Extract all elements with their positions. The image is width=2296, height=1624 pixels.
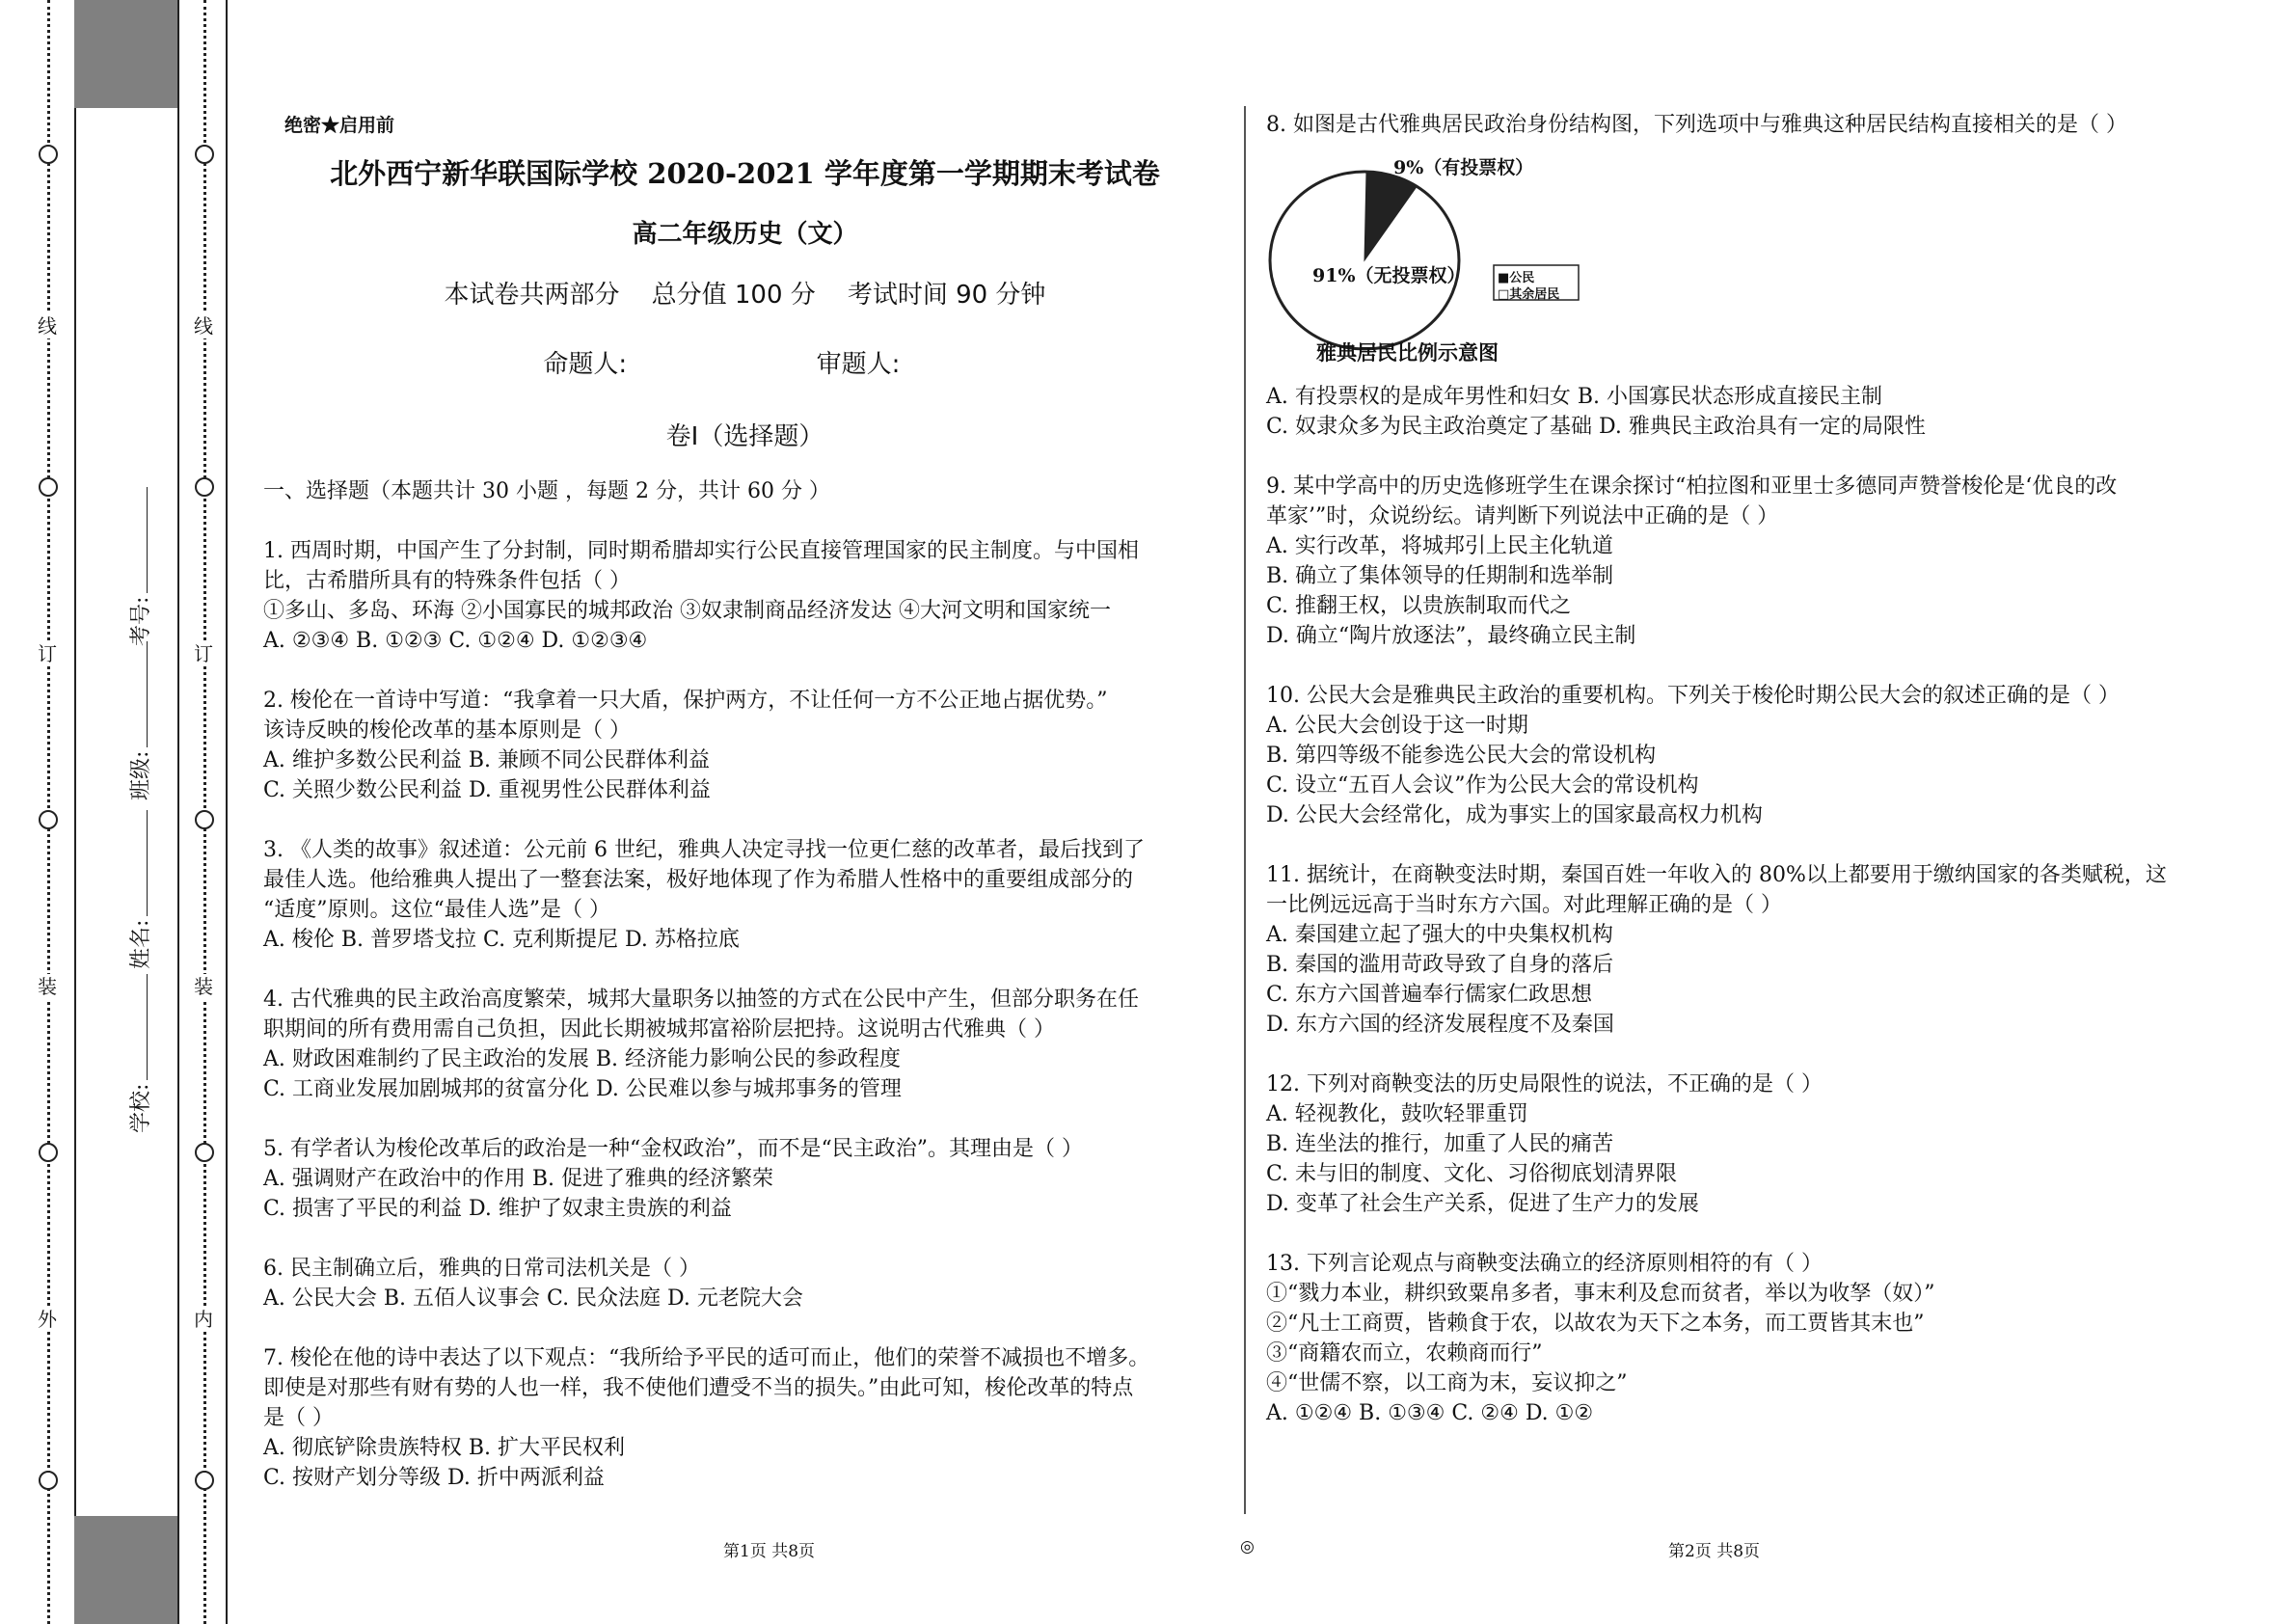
question-block bbox=[263, 985, 1149, 1104]
question-line: C. 损害了平民的利益 D. 维护了奴隶主贵族的利益 bbox=[263, 1197, 732, 1221]
outer-seal-label: 线 bbox=[38, 314, 57, 338]
part-title: 卷Ⅰ（选择题） bbox=[665, 422, 824, 451]
question-block bbox=[1266, 1069, 2167, 1219]
inner-seal-label: 内 bbox=[194, 1308, 213, 1331]
question-block bbox=[1266, 382, 2167, 442]
question-line: 一比例远远高于当时东方六国。对此理解正确的是（ ） bbox=[1266, 893, 1782, 917]
field-class: 班级: bbox=[124, 637, 154, 800]
outer-seal-circle bbox=[39, 810, 58, 829]
question-gap bbox=[1266, 1219, 2167, 1249]
question-block bbox=[1266, 472, 2167, 651]
question-line: 5. 有学者认为梭伦改革后的政治是一种“金权政治”，而不是“民主政治”。其理由是（ ） bbox=[263, 1137, 1083, 1161]
question-line: ④“世儒不察，以工商为末，妄议抑之” bbox=[1266, 1371, 1628, 1395]
exam-subtitle: 高二年级历史（文） bbox=[632, 220, 858, 249]
outer-seal-circle bbox=[39, 145, 58, 164]
question-line: D. 东方六国的经济发展程度不及秦国 bbox=[1266, 1013, 1614, 1037]
setter-line bbox=[260, 344, 1229, 380]
inner-seal-circle bbox=[195, 810, 214, 829]
question-line: ③“商籍农而立，农赖商而行” bbox=[1266, 1341, 1543, 1366]
outer-seal-label: 装 bbox=[38, 975, 57, 998]
question-gap bbox=[1266, 830, 2167, 860]
question-gap bbox=[1266, 1040, 2167, 1069]
question-line: 1. 西周时期，中国产生了分封制，同时期希腊却实行公民直接管理国家的民主制度。与中国相 bbox=[263, 539, 1139, 563]
question-gap bbox=[263, 656, 1149, 686]
question-block bbox=[263, 1254, 1149, 1313]
question-line: 革家’”时，众说纷纭。请判断下列说法中正确的是（ ） bbox=[1266, 504, 1779, 528]
question-line: A. 公民大会 B. 五佰人议事会 C. 民众法庭 D. 元老院大会 bbox=[263, 1286, 803, 1311]
question-line: A. 轻视教化，鼓吹轻罪重罚 bbox=[1266, 1102, 1528, 1126]
question-line: D. 公民大会经常化，成为事实上的国家最高权力机构 bbox=[1266, 803, 1763, 827]
question-line: A. ②③④ B. ①②③ C. ①②④ D. ①②③④ bbox=[263, 629, 648, 653]
question-line: ①“戮力本业，耕织致粟帛多者，事末利及怠而贫者，举以为收孥（奴）” bbox=[1266, 1282, 1935, 1306]
question-line: B. 连坐法的推行，加重了人民的痛苦 bbox=[1266, 1132, 1614, 1156]
question-line: 即使是对那些有财有势的人也一样，我不使他们遭受不当的损失。”由此可知，梭伦改革的特点 bbox=[263, 1376, 1134, 1400]
question-line: 6. 民主制确立后，雅典的日常司法机关是（ ） bbox=[263, 1257, 700, 1281]
question-line: 7. 梭伦在他的诗中表达了以下观点：“我所给予平民的适可而止，他们的荣誉不减损也不增多。 bbox=[263, 1346, 1150, 1370]
question-block bbox=[1266, 681, 2167, 830]
setter-label: 命题人: bbox=[543, 350, 628, 379]
footer-page-left: 第1页 共8页 bbox=[723, 1542, 816, 1561]
inner-seal-label: 装 bbox=[194, 975, 213, 998]
question-line: 是（ ） bbox=[263, 1406, 334, 1430]
question-gap bbox=[263, 805, 1149, 835]
question-gap bbox=[263, 955, 1149, 985]
question-line: C. 推翻王权，以贵族制取而代之 bbox=[1266, 594, 1572, 618]
question-line: A. 公民大会创设于这一时期 bbox=[1266, 714, 1528, 738]
question-line: A. 财政困难制约了民主政治的发展 B. 经济能力影响公民的参政程度 bbox=[263, 1047, 902, 1071]
question-line: C. 按财产划分等级 D. 折中两派利益 bbox=[263, 1466, 605, 1490]
field-exam-no-blank[interactable] bbox=[147, 487, 148, 593]
field-school-blank[interactable] bbox=[147, 974, 148, 1080]
question-gap bbox=[1266, 442, 2167, 472]
gray-strip-right bbox=[177, 0, 179, 1624]
inner-seal-circle bbox=[195, 1143, 214, 1162]
exam-title: 北外西宁新华联国际学校 2020-2021 学年度第一学期期末考试卷 bbox=[330, 157, 1160, 190]
question-block bbox=[1266, 860, 2167, 1040]
question-gap bbox=[263, 1224, 1149, 1254]
figure-caption: 雅典居民比例示意图 bbox=[1316, 340, 1499, 365]
outer-seal-circle bbox=[39, 1471, 58, 1490]
inner-seal-circle bbox=[195, 145, 214, 164]
question-line: C. 设立“五百人会议”作为公民大会的常设机构 bbox=[1266, 773, 1699, 798]
question-block bbox=[263, 835, 1149, 955]
content-edge bbox=[226, 0, 228, 1624]
question-line: “适度”原则。这位“最佳人选”是（ ） bbox=[263, 898, 610, 922]
question-line: A. 实行改革，将城邦引上民主化轨道 bbox=[1266, 534, 1613, 558]
question-gap bbox=[1266, 651, 2167, 681]
question-line: A. 有投票权的是成年男性和妇女 B. 小国寡民状态形成直接民主制 bbox=[1266, 385, 1883, 409]
question-line: 11. 据统计，在商鞅变法时期，秦国百姓一年收入的 80%以上都要用于缴纳国家的各类赋税，这 bbox=[1266, 863, 2167, 887]
footer-center-mark: ◎ bbox=[1240, 1537, 1255, 1556]
question-block bbox=[263, 1134, 1149, 1224]
question-line: ②“凡士工商贾，皆赖食于农，以故农为天下之本务，而工贾皆其末也” bbox=[1266, 1312, 1925, 1336]
question-line: B. 确立了集体领导的任期制和选举制 bbox=[1266, 564, 1614, 588]
question-line: 9. 某中学高中的历史选修班学生在课余探讨“柏拉图和亚里士多德同声赞誉梭伦是‘优良的改 bbox=[1266, 474, 2118, 499]
question-block bbox=[263, 1343, 1149, 1493]
question-8-stem bbox=[1266, 110, 2127, 140]
question-gap bbox=[263, 1104, 1149, 1134]
left-column bbox=[263, 476, 1149, 1493]
question-line: 4. 古代雅典的民主政治高度繁荣，城邦大量职务以抽签的方式在公民中产生，但部分职务在任 bbox=[263, 988, 1139, 1012]
question-line: D. 变革了社会生产关系，促进了生产力的发展 bbox=[1266, 1192, 1699, 1216]
footer-page-right: 第2页 共8页 bbox=[1668, 1542, 1761, 1561]
question-line: 最佳人选。他给雅典人提出了一整套法案，极好地体现了作为希腊人性格中的重要组成部分的 bbox=[263, 868, 1134, 892]
question-line: ①多山、多岛、环海 ②小国寡民的城邦政治 ③奴隶制商品经济发达 ④大河文明和国家统一 bbox=[263, 599, 1111, 623]
question-line: 职期间的所有费用需自己负担，因此长期被城邦富裕阶层把持。这说明古代雅典（ ） bbox=[263, 1017, 1055, 1042]
question-gap bbox=[263, 1313, 1149, 1343]
question-line: C. 工商业发展加剧城邦的贫富分化 D. 公民难以参与城邦事务的管理 bbox=[263, 1077, 902, 1101]
question-line: C. 未与旧的制度、文化、习俗彻底划清界限 bbox=[1266, 1162, 1678, 1186]
field-school: 学校: bbox=[124, 970, 154, 1133]
question-block bbox=[1266, 1249, 2167, 1428]
gray-strip-border bbox=[74, 0, 76, 1624]
question-line: A. 彻底铲除贵族特权 B. 扩大平民权利 bbox=[263, 1436, 626, 1460]
legend-others: □其余居民 bbox=[1498, 287, 1560, 302]
question-line: C. 东方六国普遍奉行儒家仁政思想 bbox=[1266, 983, 1593, 1007]
question-line: 该诗反映的梭伦改革的基本原则是（ ） bbox=[263, 718, 631, 743]
question-line: 8. 如图是古代雅典居民政治身份结构图，下列选项中与雅典这种居民结构直接相关的是（ ） bbox=[1266, 113, 2127, 137]
question-gap bbox=[263, 506, 1149, 536]
question-line: 比，古希腊所具有的特殊条件包括（ ） bbox=[263, 569, 631, 593]
section-heading: 一、选择题（本题共计 30 小题 ，每题 2 分，共计 60 分 ） bbox=[263, 479, 830, 503]
outer-seal-label: 订 bbox=[38, 642, 57, 665]
question-line: 12. 下列对商鞅变法的历史局限性的说法，不正确的是（ ） bbox=[1266, 1072, 1823, 1096]
field-name: 姓名: bbox=[124, 806, 154, 969]
question-line: 13. 下列言论观点与商鞅变法确立的经济原则相符的有（ ） bbox=[1266, 1252, 1823, 1276]
field-class-blank[interactable] bbox=[147, 641, 148, 747]
column-divider bbox=[1244, 106, 1246, 1514]
question-line: A. 强调财产在政治中的作用 B. 促进了雅典的经济繁荣 bbox=[263, 1167, 774, 1191]
confidential-mark: 绝密★启用前 bbox=[284, 115, 395, 136]
question-line: A. 维护多数公民利益 B. 兼顾不同公民群体利益 bbox=[263, 748, 711, 772]
question-line: B. 第四等级不能参选公民大会的常设机构 bbox=[1266, 744, 1657, 768]
question-line: 3. 《人类的故事》叙述道：公元前 6 世纪，雅典人决定寻找一位更仁慈的改革者，最后找到了 bbox=[263, 838, 1145, 862]
legend-citizens: ■公民 bbox=[1498, 271, 1535, 285]
label-voting: 9%（有投票权） bbox=[1393, 157, 1534, 178]
question-line: C. 关照少数公民利益 D. 重视男性公民群体利益 bbox=[263, 778, 711, 802]
inner-seal-label: 订 bbox=[194, 642, 213, 665]
question-line: 10. 公民大会是雅典民主政治的重要机构。下列关于梭伦时期公民大会的叙述正确的是（ ） bbox=[1266, 684, 2120, 708]
question-line: A. 秦国建立起了强大的中央集权机构 bbox=[1266, 923, 1613, 947]
outer-seal-circle bbox=[39, 477, 58, 497]
question-block bbox=[263, 686, 1149, 805]
gray-block-bottom bbox=[74, 1516, 177, 1624]
inner-seal-circle bbox=[195, 477, 214, 497]
reviewer-label: 审题人: bbox=[816, 350, 901, 379]
question-line: C. 奴隶众多为民主政治奠定了基础 D. 雅典民主政治具有一定的局限性 bbox=[1266, 415, 1926, 439]
question-block bbox=[263, 536, 1149, 656]
inner-seal-circle bbox=[195, 1471, 214, 1490]
gray-block-top bbox=[74, 0, 177, 108]
right-column-rest bbox=[1266, 382, 2167, 1428]
question-line: D. 确立“陶片放逐法”，最终确立民主制 bbox=[1266, 624, 1636, 648]
field-exam-no: 考号: bbox=[124, 483, 154, 646]
question-line: B. 秦国的滥用苛政导致了自身的落后 bbox=[1266, 953, 1614, 977]
inner-seal-label: 线 bbox=[194, 314, 213, 338]
right-column bbox=[1266, 110, 2127, 140]
exam-info: 本试卷共两部分 总分值 100 分 考试时间 90 分钟 bbox=[444, 281, 1046, 310]
outer-seal-label: 外 bbox=[38, 1308, 57, 1331]
question-line: A. ①②④ B. ①③④ C. ②④ D. ①② bbox=[1266, 1401, 1594, 1425]
question-line: A. 梭伦 B. 普罗塔戈拉 C. 克利斯提尼 D. 苏格拉底 bbox=[263, 928, 740, 952]
label-non-voting: 91%（无投票权） bbox=[1312, 265, 1466, 286]
outer-seal-circle bbox=[39, 1143, 58, 1162]
field-name-blank[interactable] bbox=[147, 810, 148, 916]
question-line: 2. 梭伦在一首诗中写道：“我拿着一只大盾，保护两方，不让任何一方不公正地占据优势。” bbox=[263, 689, 1108, 713]
